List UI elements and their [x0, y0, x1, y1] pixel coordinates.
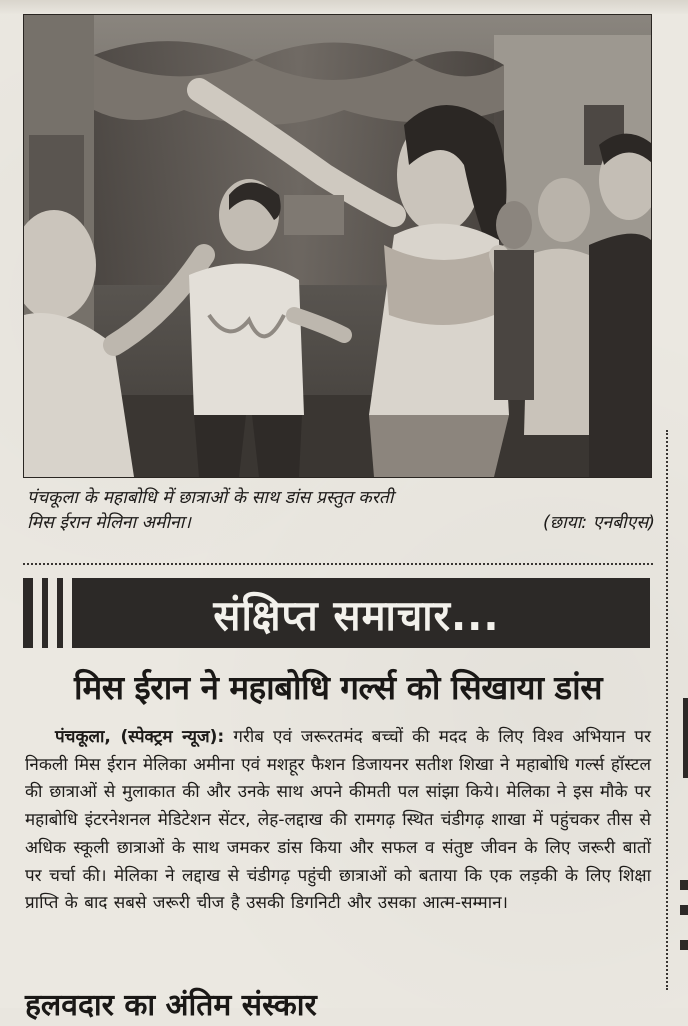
page-top-edge [0, 0, 688, 14]
adjacent-column-mark [680, 940, 688, 950]
article-dateline: पंचकूला, (स्पेक्ट्रम न्यूज): [55, 727, 225, 747]
section-title: संक्षिप्त समाचार... [213, 591, 500, 640]
photo-credit: (छाया: एनबीएस) [542, 513, 655, 533]
adjacent-column-mark [680, 905, 688, 915]
caption-line-2-row [27, 511, 655, 536]
photo-illustration [24, 15, 651, 477]
dotted-divider [23, 563, 653, 565]
article-paragraph [25, 724, 651, 918]
adjacent-column-mark [680, 880, 688, 890]
article-headline: मिस ईरान ने महाबोधि गर्ल्स को सिखाया डांस [73, 668, 603, 707]
photo-caption [27, 486, 655, 536]
article-body [25, 724, 651, 918]
caption-line-2: मिस ईरान मेलिना अमीना। [27, 513, 191, 533]
banner-bars [23, 578, 78, 648]
column-divider [666, 430, 668, 990]
caption-line-1: पंचकूला के महाबोधि में छात्राओं के साथ डांस प्रस्तुत करती [27, 488, 394, 508]
section-banner [23, 578, 650, 648]
next-article-headline: हलवदार का अंतिम संस्कार [25, 988, 317, 1023]
article-text: गरीब एवं जरूरतमंद बच्चों की मदद के लिए विश्व अभियान पर निकली मिस ईरान मेलिका अमीना एवं मशहूर फैशन डिजायनर सतीश शिखा ने महाबोधि गर्ल्स हॉस्टल की छात्राओं से मुलाकात की और उनके साथ अपने कीमती पल सांझा किये। मेलिका ने इस मौके पर महाबोधि इंटरनेशनल मेडिटेशन सेंटर, लेह-लद्दाख की रामगढ़ स्थित चंडीगढ़ शाखा में पहुंचकर तीस से अधिक स्कूली छात्राओं के साथ जमकर डांस किया और सफल व संतुष्ट जीवन के लिए जरूरी बातों पर चर्चा की। मेलिका ने लद्दाख से चंडीगढ़ पहुंची छात्राओं को बताया कि एक लड़की के लिए शिक्षा प्राप्ति के बाद सबसे जरूरी चीज है उसकी डिगनिटी और उसका आत्म-सम्मान। [25, 727, 652, 914]
press-photo [23, 14, 652, 478]
adjacent-column-fragment [683, 698, 688, 778]
